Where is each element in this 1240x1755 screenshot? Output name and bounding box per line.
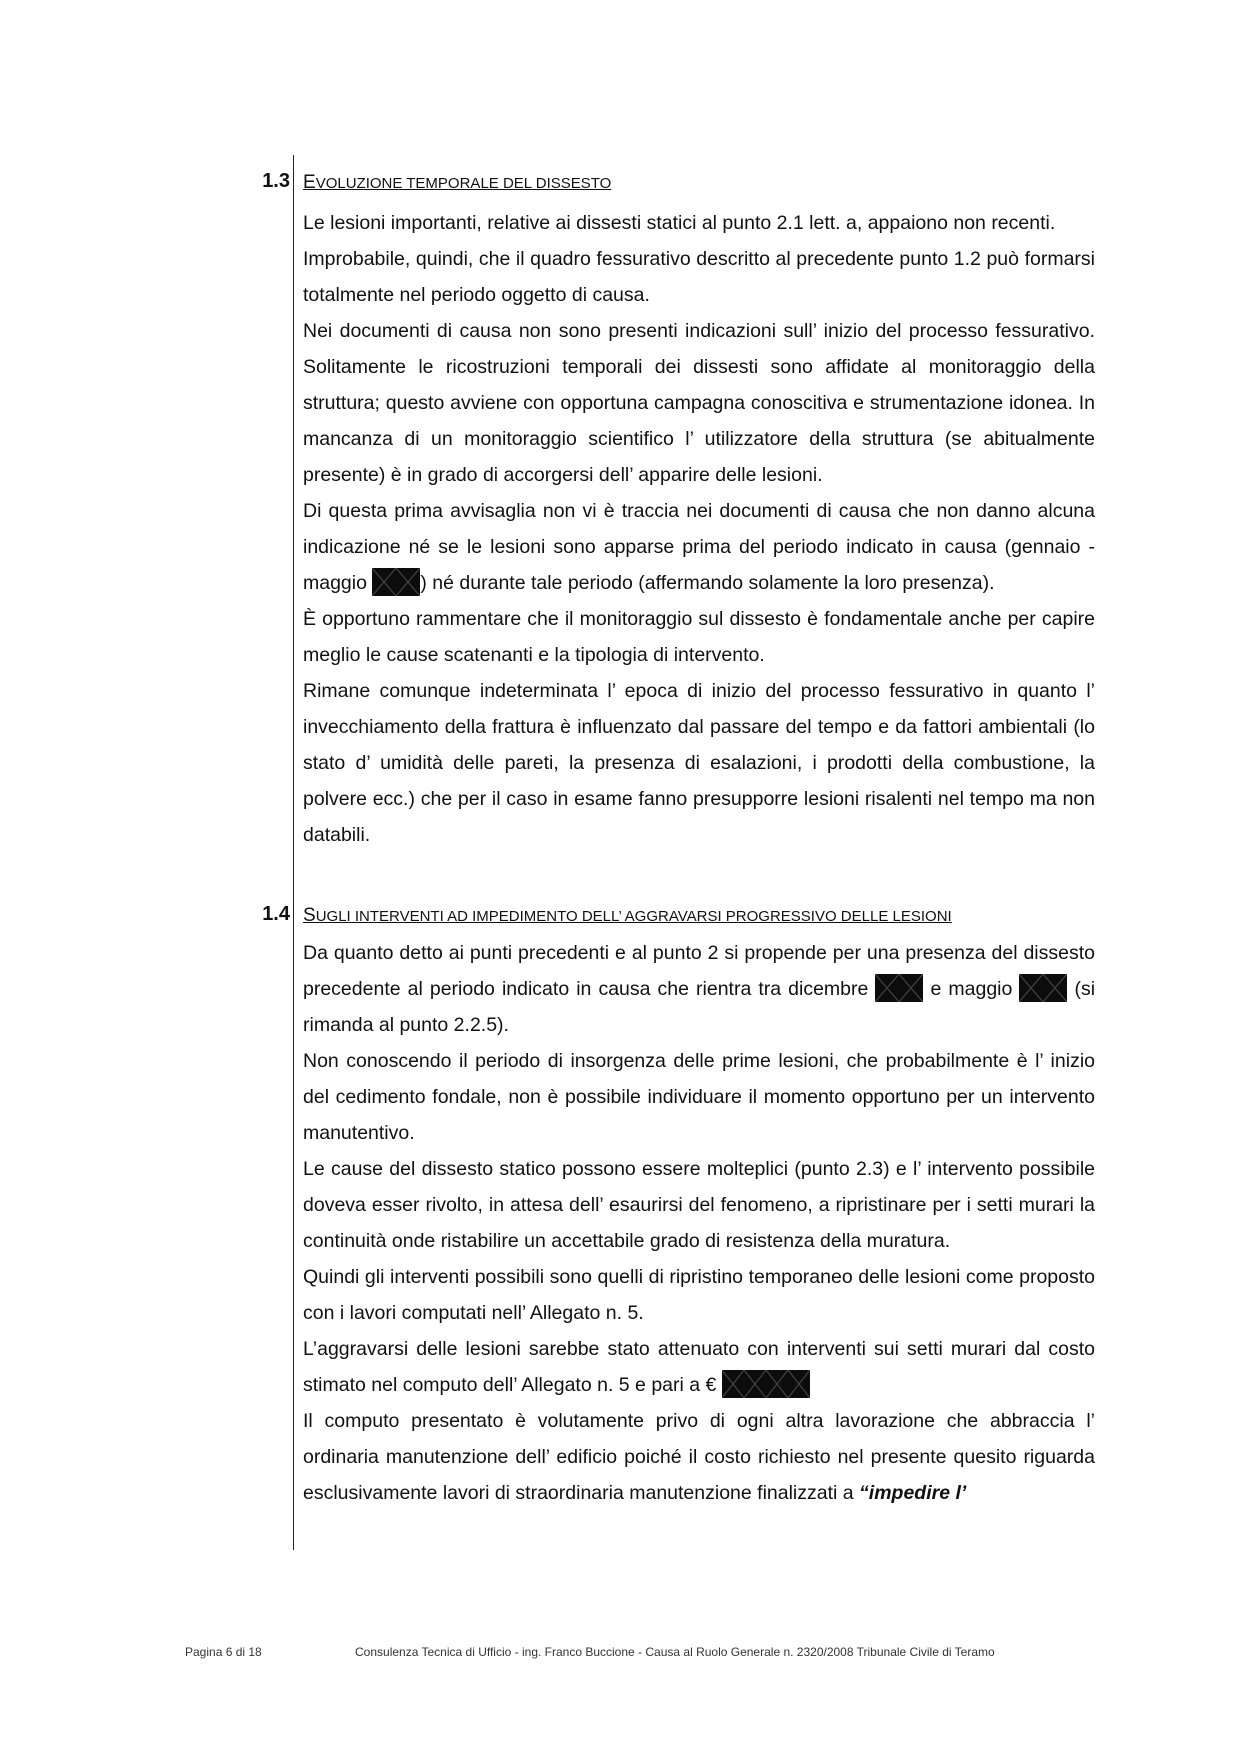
paragraph-text: (si rimanda al punto 2.2.5). xyxy=(303,978,1096,1036)
paragraph-text: L’aggravarsi delle lesioni sarebbe stato attenuato con interventi sui setti murari dal costo stimato nel computo dell’ Allegato n. 5 e pari a € xyxy=(303,1338,1095,1396)
section-title-initial: E xyxy=(303,172,316,193)
redaction-cross-icon xyxy=(875,974,923,1002)
paragraph xyxy=(303,1331,1095,1403)
paragraph-text: ) né durante tale periodo (affermando solamente la loro presenza). xyxy=(420,572,995,594)
section-title-rest: UGLI INTERVENTI AD IMPEDIMENTO DELL’ AGGRAVARSI PROGRESSIVO DELLE LESIONI xyxy=(315,908,952,925)
redaction-box xyxy=(372,568,420,596)
section-body xyxy=(303,205,1095,853)
section-title xyxy=(303,172,611,194)
paragraph-text: e maggio xyxy=(930,978,1013,1000)
paragraph: Improbabile, quindi, che il quadro fessurativo descritto al precedente punto 1.2 può formarsi totalmente nel periodo oggetto di causa. xyxy=(303,248,1095,306)
section-body xyxy=(303,935,1095,1511)
redaction-box xyxy=(722,1370,810,1398)
redaction-box xyxy=(875,974,923,1002)
paragraph-text: Di questa prima avvisaglia non vi è traccia nei documenti di causa che non danno alcuna indicazione né se le lesioni sono apparse prima del periodo indicato in causa (gennaio - maggio xyxy=(303,500,1095,594)
paragraph: Le lesioni importanti, relative ai dissesti statici al punto 2.1 lett. a, appaiono non recenti. xyxy=(303,212,1056,234)
paragraph: Le cause del dissesto statico possono essere molteplici (punto 2.3) e l’ intervento possibile doveva esser rivolto, in attesa dell’ esaurirsi del fenomeno, a ripristinare per i setti murari la continuità onde ristabilire un accettabile grado di resistenza della muratura. xyxy=(303,1158,1095,1252)
redaction-cross-icon xyxy=(372,568,420,596)
margin-rule xyxy=(293,155,294,1550)
paragraph xyxy=(303,1403,1095,1511)
redaction-cross-icon xyxy=(722,1370,810,1398)
section-title xyxy=(303,905,952,927)
redaction-box xyxy=(1019,974,1067,1002)
section-title-rest: VOLUZIONE TEMPORALE DEL DISSESTO xyxy=(315,175,612,192)
page-number: Pagina 6 di 18 xyxy=(185,1645,262,1659)
redaction-cross-icon xyxy=(1019,974,1067,1002)
section-title-initial: S xyxy=(303,905,316,926)
paragraph: Rimane comunque indeterminata l’ epoca di inizio del processo fessurativo in quanto l’ invecchiamento della frattura è influenzato dal passare del tempo e da fattori ambientali (lo stato d’ umidità delle pareti, la presenza di esalazioni, i prodotti della combustione, la polvere ecc.) che per il caso in esame fanno presupporre lesioni risalenti nel tempo ma non databili. xyxy=(303,680,1095,846)
paragraph xyxy=(303,935,1095,1043)
section-number: 1.3 xyxy=(262,170,290,192)
paragraph-text: Il computo presentato è volutamente privo di ogni altra lavorazione che abbraccia l’ ordinaria manutenzione dell’ edificio poiché il costo richiesto nel presente quesito riguarda esclusivamente lavori di straordinaria manutenzione finalizzati a xyxy=(303,1410,1095,1504)
paragraph: Nei documenti di causa non sono presenti indicazioni sull’ inizio del processo fessurativo. Solitamente le ricostruzioni temporali dei dissesti sono affidate al monitoraggio della struttura; questo avviene con opportuna campagna conoscitiva e strumentazione idonea. In mancanza di un monitoraggio scientifico l’ utilizzatore della struttura (se abitualmente presente) è in grado di accorgersi dell’ apparire delle lesioni. xyxy=(303,320,1095,486)
section-number: 1.4 xyxy=(262,903,290,925)
paragraph xyxy=(303,493,1095,601)
paragraph: Non conoscendo il periodo di insorgenza delle prime lesioni, che probabilmente è l’ inizio del cedimento fondale, non è possibile individuare il momento opportuno per un intervento manutentivo. xyxy=(303,1050,1095,1144)
paragraph: È opportuno rammentare che il monitoraggio sul dissesto è fondamentale anche per capire meglio le cause scatenanti e la tipologia di intervento. xyxy=(303,608,1095,666)
quoted-phrase: “impedire l’ xyxy=(859,1482,967,1504)
paragraph: Quindi gli interventi possibili sono quelli di ripristino temporaneo delle lesioni come proposto con i lavori computati nell’ Allegato n. 5. xyxy=(303,1266,1095,1324)
footer-note: Consulenza Tecnica di Ufficio - ing. Franco Buccione - Causa al Ruolo Generale n. 2320/2008 Tribunale Civile di Teramo xyxy=(355,1645,995,1659)
paragraph-text: Da quanto detto ai punti precedenti e al punto 2 si propende per una presenza del dissesto precedente al periodo indicato in causa che rientra tra dicembre xyxy=(303,942,1095,1000)
